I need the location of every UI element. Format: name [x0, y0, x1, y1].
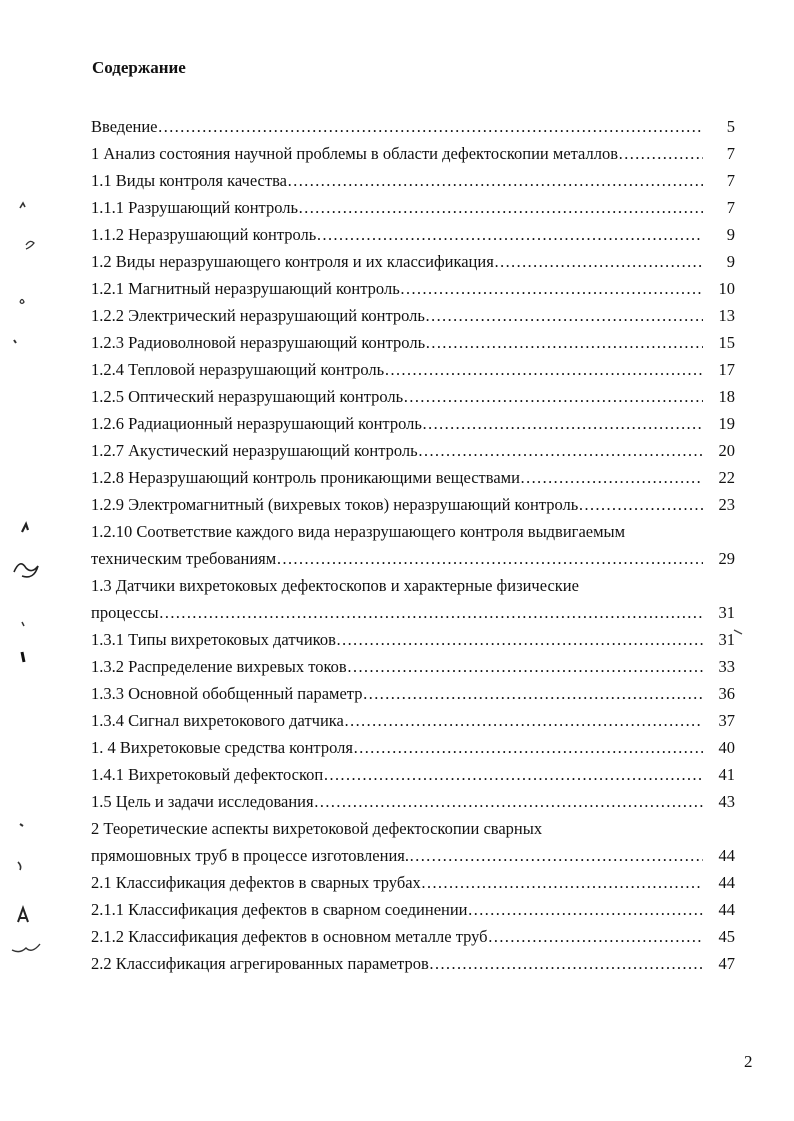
- toc-entry-page: 13: [718, 306, 735, 325]
- toc-entry: [91, 329, 741, 356]
- toc-entry-page: 7: [726, 198, 735, 217]
- toc-entry-page: 44: [718, 846, 735, 865]
- page-number: 2: [744, 1052, 753, 1071]
- toc-entry-text: 1.1.1 Разрушающий контроль ………………………………………………………………………………………………………………………………………………………: [91, 194, 703, 221]
- toc-entry-text: процессы ………………………………………………………………………………………………………………………………………………………: [91, 599, 703, 626]
- toc-entry-page: 17: [718, 360, 735, 379]
- toc-entry: [91, 464, 741, 491]
- toc-entry-text: 1.2.4 Тепловой неразрушающий контроль ………………………………………………………………………………………………………………………………………………………: [91, 356, 703, 383]
- toc-entry-text: 1 Анализ состояния научной проблемы в области дефектоскопии металлов ………………………………………………………………………………………………………………………………………………………: [91, 140, 703, 167]
- toc-entry-text: 1.3.4 Сигнал вихретокового датчика ………………………………………………………………………………………………………………………………………………………: [91, 707, 703, 734]
- toc-entry: [91, 572, 741, 626]
- toc-entry: [91, 140, 741, 167]
- toc-entry: [91, 896, 741, 923]
- toc-entry-text: 1.3.3 Основной обобщенный параметр ………………………………………………………………………………………………………………………………………………………: [91, 680, 703, 707]
- toc-entry-page: 9: [726, 225, 735, 244]
- toc-entry-page: 41: [718, 765, 735, 784]
- toc-entry-page: 10: [718, 279, 735, 298]
- toc-entry: [91, 923, 741, 950]
- toc-entry-page: 19: [718, 414, 735, 433]
- toc-entry-text: 1.5 Цель и задачи исследования ………………………………………………………………………………………………………………………………………………………: [91, 788, 703, 815]
- toc-entry-page: 7: [726, 144, 735, 163]
- toc-entry-text: прямошовных труб в процессе изготовления. ………………………………………………………………………………………………………………………………………………………: [91, 842, 703, 869]
- toc-entry-text: техническим требованиям ………………………………………………………………………………………………………………………………………………………: [91, 545, 703, 572]
- toc-entry: [91, 167, 741, 194]
- toc-entry: [91, 383, 741, 410]
- toc-entry-page: 37: [718, 711, 735, 730]
- toc-entry-text: Введение ………………………………………………………………………………………………………………………………………………………: [91, 113, 703, 140]
- toc-entry: [91, 869, 741, 896]
- toc-entry-text: 1.3.2 Распределение вихревых токов ………………………………………………………………………………………………………………………………………………………: [91, 653, 703, 680]
- toc-entry: [91, 788, 741, 815]
- page-title: Содержание: [92, 58, 186, 77]
- table-of-contents: [91, 113, 741, 977]
- toc-entry-page: 33: [718, 657, 735, 676]
- toc-entry-page: 40: [718, 738, 735, 757]
- toc-entry-page: 22: [718, 468, 735, 487]
- toc-entry-page: 15: [718, 333, 735, 352]
- toc-entry: [91, 626, 741, 653]
- toc-entry: [91, 221, 741, 248]
- toc-entry-first-line: 1.3 Датчики вихретоковых дефектоскопов и характерные физические: [91, 576, 579, 595]
- toc-entry-page: 5: [726, 117, 735, 136]
- toc-entry-text: 1.4.1 Вихретоковый дефектоскоп ………………………………………………………………………………………………………………………………………………………: [91, 761, 703, 788]
- toc-entry: [91, 410, 741, 437]
- toc-entry-page: 44: [718, 900, 735, 919]
- margin-tick: [730, 620, 750, 640]
- toc-entry-text: 1.2.2 Электрический неразрушающий контроль ………………………………………………………………………………………………………………………………………………………: [91, 302, 703, 329]
- toc-entry: [91, 815, 741, 869]
- toc-entry-text: 1.2.5 Оптический неразрушающий контроль ………………………………………………………………………………………………………………………………………………………: [91, 383, 703, 410]
- toc-entry-page: 31: [718, 603, 735, 622]
- toc-entry-text: 2.1 Классификация дефектов в сварных трубах ………………………………………………………………………………………………………………………………………………………: [91, 869, 703, 896]
- toc-entry: [91, 491, 741, 518]
- toc-entry: [91, 302, 741, 329]
- toc-entry-text: 1. 4 Вихретоковые средства контроля ………………………………………………………………………………………………………………………………………………………: [91, 734, 703, 761]
- toc-entry-text: 1.2.8 Неразрушающий контроль проникающими веществами ………………………………………………………………………………………………………………………………………………………: [91, 464, 703, 491]
- toc-entry-page: 43: [718, 792, 735, 811]
- toc-entry-text: 1.2.7 Акустический неразрушающий контроль ………………………………………………………………………………………………………………………………………………………: [91, 437, 703, 464]
- toc-entry-page: 47: [718, 954, 735, 973]
- toc-entry-page: 7: [726, 171, 735, 190]
- margin-scribbles: [0, 0, 60, 1121]
- toc-entry-page: 31: [718, 630, 735, 649]
- toc-entry: [91, 518, 741, 572]
- toc-entry-text: 1.2.3 Радиоволновой неразрушающий контроль ………………………………………………………………………………………………………………………………………………………: [91, 329, 703, 356]
- toc-entry-first-line: 2 Теоретические аспекты вихретоковой дефектоскопии сварных: [91, 819, 543, 838]
- toc-entry-text: 2.1.1 Классификация дефектов в сварном соединении ………………………………………………………………………………………………………………………………………………………: [91, 896, 703, 923]
- toc-entry-text: 1.2 Виды неразрушающего контроля и их классификация ………………………………………………………………………………………………………………………………………………………: [91, 248, 703, 275]
- toc-entry-page: 23: [718, 495, 735, 514]
- toc-entry: [91, 707, 741, 734]
- toc-entry-text: 2.2 Классификация агрегированных параметров ………………………………………………………………………………………………………………………………………………………: [91, 950, 703, 977]
- toc-entry-text: 1.2.9 Электромагнитный (вихревых токов) неразрушающий контроль ………………………………………………………………………………………………………………………………………………………: [91, 491, 703, 518]
- toc-entry: [91, 950, 741, 977]
- toc-entry: [91, 275, 741, 302]
- toc-entry-text: 1.3.1 Типы вихретоковых датчиков ………………………………………………………………………………………………………………………………………………………: [91, 626, 703, 653]
- toc-entry: [91, 356, 741, 383]
- toc-entry-page: 29: [718, 549, 735, 568]
- toc-entry: [91, 437, 741, 464]
- toc-entry-text: 1.2.1 Магнитный неразрушающий контроль ………………………………………………………………………………………………………………………………………………………: [91, 275, 703, 302]
- toc-entry-page: 45: [718, 927, 735, 946]
- toc-entry: [91, 680, 741, 707]
- toc-entry: [91, 248, 741, 275]
- toc-entry-page: 18: [718, 387, 735, 406]
- toc-entry-page: 36: [718, 684, 735, 703]
- toc-entry: [91, 761, 741, 788]
- toc-entry: [91, 734, 741, 761]
- toc-entry: [91, 113, 741, 140]
- toc-entry-page: 20: [718, 441, 735, 460]
- toc-entry-text: 1.1.2 Неразрушающий контроль ………………………………………………………………………………………………………………………………………………………: [91, 221, 703, 248]
- toc-entry-page: 44: [718, 873, 735, 892]
- toc-entry-text: 1.2.6 Радиационный неразрушающий контроль ………………………………………………………………………………………………………………………………………………………: [91, 410, 703, 437]
- toc-entry-text: 1.1 Виды контроля качества ………………………………………………………………………………………………………………………………………………………: [91, 167, 703, 194]
- toc-entry-text: 2.1.2 Классификация дефектов в основном металле труб ………………………………………………………………………………………………………………………………………………………: [91, 923, 703, 950]
- toc-entry-page: 9: [726, 252, 735, 271]
- toc-entry: [91, 653, 741, 680]
- toc-entry: [91, 194, 741, 221]
- toc-entry-first-line: 1.2.10 Соответствие каждого вида неразрушающего контроля выдвигаемым: [91, 522, 626, 541]
